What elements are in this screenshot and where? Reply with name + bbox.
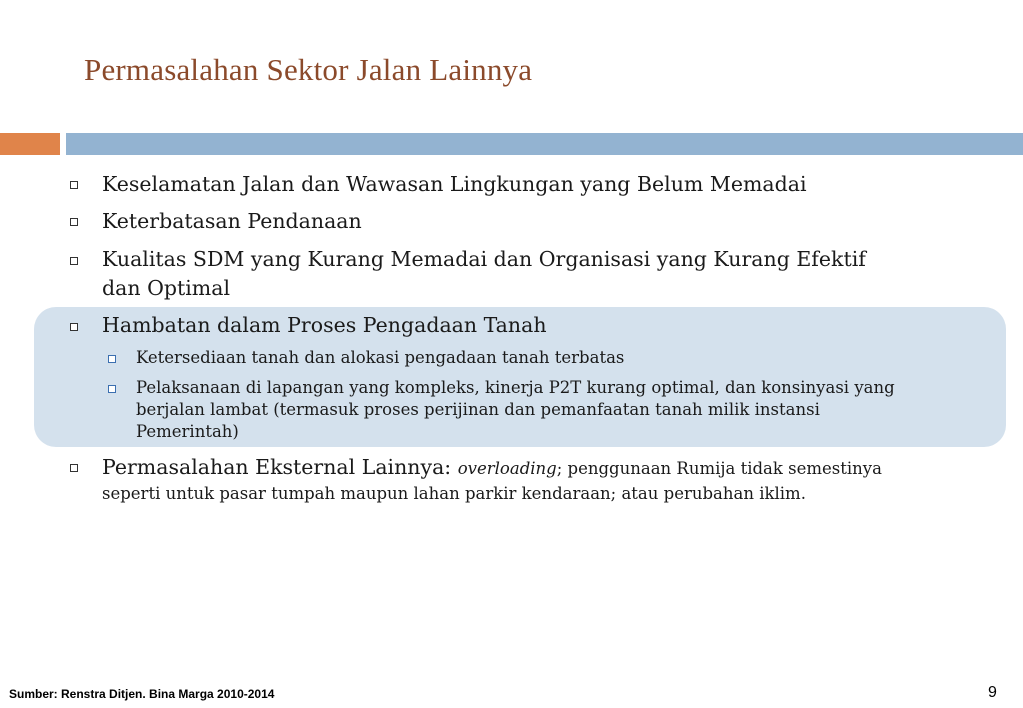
list-item: Keselamatan Jalan dan Wawasan Lingkungan yang Belum Memadai (102, 172, 807, 196)
list-item-italic: overloading (457, 459, 557, 478)
sub-list-item-line: Pelaksanaan di lapangan yang kompleks, kinerja P2T kurang optimal, dan konsinyasi yang (136, 378, 895, 397)
list-item-line: dan Optimal (102, 276, 231, 300)
square-bullet-icon (70, 323, 78, 331)
list-item-line: seperti untuk pasar tumpah maupun lahan parkir kendaraan; atau perubahan iklim. (102, 484, 806, 503)
sub-list-item: Ketersediaan tanah dan alokasi pengadaan tanah terbatas (136, 348, 625, 367)
source-note: Sumber: Renstra Ditjen. Bina Marga 2010-2014 (9, 687, 275, 701)
sub-list-item (136, 377, 976, 443)
list-item (102, 245, 982, 303)
square-bullet-icon (70, 218, 78, 226)
slide-title: Permasalahan Sektor Jalan Lainnya (84, 52, 533, 87)
list-item (102, 453, 982, 505)
square-bullet-icon (70, 181, 78, 189)
square-sub-bullet-icon (108, 385, 116, 393)
sub-list-item-line: Pemerintah) (136, 422, 239, 441)
square-sub-bullet-icon (108, 355, 116, 363)
list-item-line (102, 453, 982, 483)
list-item-lead: Permasalahan Eksternal Lainnya: (102, 455, 458, 479)
list-item-rest: ; penggunaan Rumija tidak semestinya (556, 459, 882, 478)
page-number: 9 (988, 684, 997, 701)
square-bullet-icon (70, 257, 78, 265)
list-item-line: Kualitas SDM yang Kurang Memadai dan Organisasi yang Kurang Efektif (102, 247, 866, 271)
list-item: Keterbatasan Pendanaan (102, 209, 362, 233)
list-item: Hambatan dalam Proses Pengadaan Tanah (102, 313, 547, 337)
sub-list-item-line: berjalan lambat (termasuk proses perijinan dan pemanfaatan tanah milik instansi (136, 400, 820, 419)
square-bullet-icon (70, 464, 78, 472)
